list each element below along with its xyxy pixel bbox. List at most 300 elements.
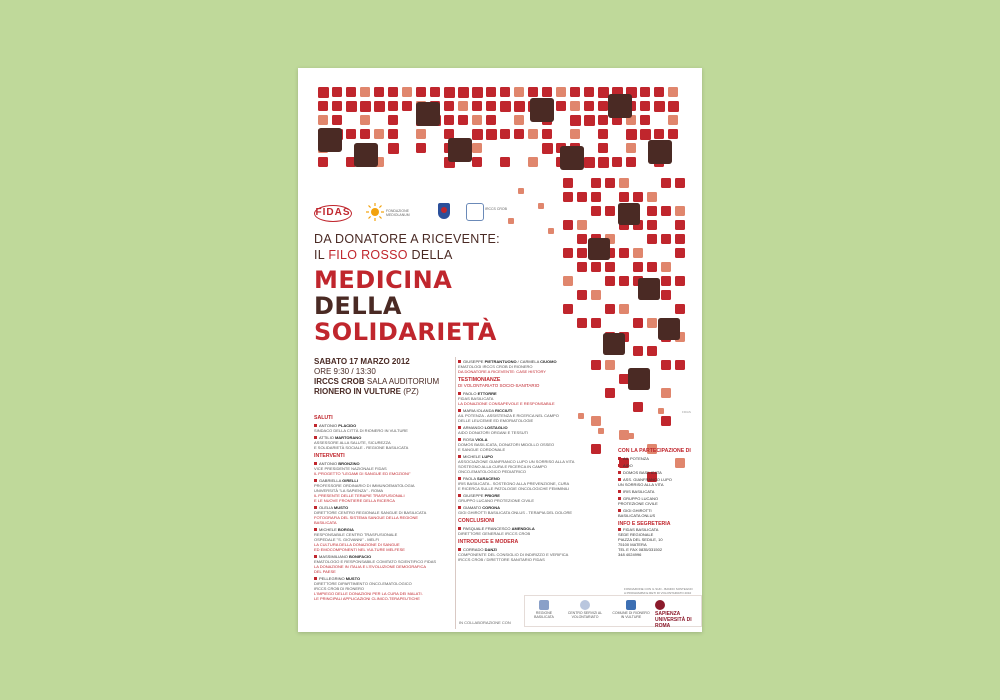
mosaic-tile [542, 143, 553, 154]
speaker-first-name: GIUSEPPE [463, 492, 485, 498]
mosaic-tile [591, 290, 601, 300]
comune-icon [626, 600, 636, 610]
mosaic-tile [514, 129, 524, 139]
speaker-last-name: RICCIUTI [495, 407, 513, 413]
speaker-role: PROFESSORE ORDINARIO DI IMMUNOEMATOLOGIA [314, 483, 415, 488]
mosaic-tile [619, 304, 629, 314]
mosaic-tile [430, 87, 440, 97]
title-block [314, 231, 574, 345]
speaker-last-name: MUSTO [345, 576, 361, 581]
speaker-role: GRUPPO LUCANO PROTEZIONE CIVILE [458, 497, 535, 503]
mosaic-tile [591, 192, 601, 202]
mosaic-tile [640, 115, 650, 125]
mosaic-tile-dark [638, 278, 660, 300]
title-della: DELLA [314, 292, 402, 320]
title-solidarieta: SOLIDARIETÀ [314, 318, 497, 346]
speaker-role: IRCCS CROB / DIRETTORE SANITARIO FIDAS [458, 556, 545, 562]
mosaic-tile [640, 101, 650, 111]
mosaic-tile [626, 129, 637, 140]
mosaic-tile-small [518, 188, 524, 194]
speaker-entry [314, 576, 454, 601]
segreteria-line [618, 552, 696, 557]
mosaic-tile [661, 388, 671, 398]
mosaic-tile [619, 178, 629, 188]
bullet-icon [458, 455, 461, 458]
speaker-role: AIDO DONATORI ORGANI E TESSUTI [458, 429, 529, 435]
speaker-role: EMATOLOGI IRCCS CROB DI RIONERO [458, 364, 533, 369]
speaker-role: DIRETTORE CENTRO REGIONALE SANGUE DI BASILICATA [314, 510, 427, 515]
bullet-icon [618, 509, 621, 512]
mosaic-tile [675, 206, 685, 216]
mosaic-tile [584, 101, 594, 111]
mosaic-tile [577, 262, 587, 272]
speaker-last-name: MARTORANO [334, 435, 362, 440]
mosaic-tile [654, 129, 664, 139]
mosaic-tile [598, 101, 608, 111]
speaker-last-name: MUSTO [333, 505, 349, 510]
mosaic-tile [640, 129, 651, 140]
mosaic-tile [563, 192, 573, 202]
mosaic-tile [661, 290, 671, 300]
speaker-first-name: GABRIELLA [319, 478, 343, 483]
bullet-icon [458, 409, 461, 412]
mosaic-tile [360, 115, 370, 125]
mosaic-tile [374, 101, 385, 112]
speaker-first-name: ATTILIO [319, 435, 335, 440]
speaker-first-name: MASSIMILIANO [319, 554, 350, 559]
participant-text: BASILICATA ONLUS [618, 513, 656, 518]
segreteria-text: TEL E FAX 0835/331502 [618, 547, 663, 552]
bullet-icon [314, 577, 317, 580]
mosaic-tile [619, 248, 629, 258]
mosaic-tile [374, 129, 384, 139]
crob-logo-text: IRCCS CROB [485, 207, 507, 211]
mosaic-tile [584, 157, 595, 168]
speaker-last-name: LOSTAGLIO [484, 424, 508, 430]
bullet-icon [618, 478, 621, 481]
speaker-last-name: AMENDOLA [511, 525, 535, 531]
bullet-icon [314, 506, 317, 509]
mosaic-tile [402, 87, 412, 97]
poster [298, 68, 702, 632]
mosaic-tile [514, 87, 524, 97]
mosaic-tile [318, 157, 328, 167]
mosaic-tile-small [508, 218, 514, 224]
speaker-role: OSPEDALE "S. GIOVANNI" - MELFI [314, 537, 380, 542]
talk-title: LE PRINCIPALI APPLICAZIONI CLINICO-TERAPEUTICHE [314, 596, 420, 601]
mosaic-tile-dark [530, 98, 554, 122]
mosaic-tile [612, 157, 622, 167]
mosaic-tile [563, 178, 573, 188]
fidas-logo: FIDAS [314, 205, 352, 222]
speaker-role: DIRETTORE GENERALE IRCCS CROB [458, 530, 531, 536]
mosaic-tile [472, 87, 483, 98]
mosaic-tile [598, 129, 608, 139]
mosaic-tile [416, 87, 426, 97]
mosaic-tile [388, 129, 398, 139]
mosaic-tile [318, 115, 328, 125]
speaker-role: RESPONSABILE CENTRO TRASFUSIONALE [314, 532, 398, 537]
partner-logo-sapienza [655, 600, 699, 629]
mosaic-tile [661, 178, 671, 188]
title-medicina: MEDICINA [314, 266, 453, 294]
mosaic-tile [577, 220, 587, 230]
speaker-separator: / CARMELA [516, 359, 541, 364]
mosaic-tile [654, 87, 664, 97]
sapienza-seal-icon [655, 600, 665, 610]
footer-note-line: A PROGRAMMI E RETI DI VOLONTARIATO 2010 [624, 590, 692, 595]
speaker-last-name: PRIORE [484, 492, 500, 498]
speaker-last-name: PIETRANTUONO [484, 359, 517, 364]
mosaic-tile [444, 129, 454, 139]
mosaic-tile-dark [448, 138, 472, 162]
speaker-role: E SANGUE CORDONALE [458, 446, 506, 452]
speaker-first-name: PASQUALE FRANCESCO [463, 525, 512, 531]
speaker-first-name: ANTONIO [319, 461, 339, 466]
speaker-entry [458, 476, 608, 491]
sun-icon [366, 203, 384, 221]
conclusioni-heading: CONCLUSIONI [458, 517, 495, 524]
mosaic-tile [577, 318, 587, 328]
speaker-first-name: MICHELE [319, 527, 338, 532]
mosaic-tile [661, 276, 671, 286]
participant-line [618, 456, 696, 461]
mosaic-tile [668, 115, 678, 125]
speaker-first-name: PELLEGRINO [319, 576, 346, 581]
mosaic-tile [360, 101, 371, 112]
speaker-entry [458, 505, 608, 515]
mosaic-tile [598, 115, 608, 125]
segreteria-heading: INFO E SEGRETERIA [618, 521, 671, 527]
speaker-first-name: PAOLA [463, 475, 477, 481]
mosaic-tile [486, 87, 496, 97]
speaker-entry [314, 478, 454, 503]
talk-title: ED EMOCOMPONENTI NEL VULTURE MELFESE [314, 547, 405, 552]
mosaic-tile [633, 402, 643, 412]
poster-signature: FIDAS [682, 410, 691, 414]
mosaic-tile [605, 262, 615, 272]
bullet-icon [458, 438, 461, 441]
mosaic-tile-dark [618, 203, 640, 225]
mosaic-tile [654, 101, 665, 112]
speaker-role: AIL POTENZA - ASSISTENZA E RICERCA NEL CAMPO [458, 412, 559, 418]
interventi-heading: INTERVENTI [314, 453, 345, 459]
mosaic-tile [675, 220, 685, 230]
mosaic-tile [668, 101, 679, 112]
talk-title: E LE NUOVE FRONTIERE DELLA RICERCA [314, 498, 395, 503]
speaker-first-name: GIUSEPPE [463, 359, 485, 364]
mosaic-tile [647, 234, 657, 244]
mosaic-tile [633, 192, 643, 202]
speaker-last-name: CORONA [482, 504, 500, 510]
bullet-icon [458, 477, 461, 480]
mosaic-tile [500, 157, 510, 167]
mosaic-tile [542, 129, 552, 139]
mosaic-tile [577, 248, 587, 258]
speaker-last-name: ETTORRE [477, 390, 497, 396]
partner-logos [524, 595, 702, 627]
segreteria-text: 348 4024996 [618, 552, 642, 557]
speaker-entry [458, 359, 608, 374]
speaker-role: DOMOS BASILICATA, DONATORI MIDOLLO OSSEO [458, 441, 555, 447]
mosaic-tile [605, 178, 615, 188]
mosaic-tile [647, 220, 657, 230]
bullet-icon [618, 457, 621, 460]
speaker-first-name: ANTONIO [319, 423, 339, 428]
mosaic-tile [346, 129, 356, 139]
column-divider [455, 357, 456, 629]
mosaic-tile [416, 129, 426, 139]
mosaic-tile [675, 178, 685, 188]
participant-entry [618, 463, 696, 468]
mosaic-tile-dark [560, 146, 584, 170]
speaker-role: FIDAS BASILICATA [458, 395, 494, 401]
mosaic-tile [591, 178, 601, 188]
mosaic-tile [661, 360, 671, 370]
footer-note-line: FONDAZIONE CON IL SUD - BANDO SOSTEGNO [624, 587, 693, 591]
participant-text: GRUPPO LUCANO [623, 496, 659, 501]
mosaic-tile [570, 115, 581, 126]
mosaic-tile-dark [603, 333, 625, 355]
bullet-icon [314, 528, 317, 531]
mosaic-tile-dark [416, 102, 440, 126]
mosaic-tile [626, 157, 636, 167]
speaker-role: E SOLIDARIETÀ SOCIALE - REGIONE BASILICATA [314, 445, 409, 450]
participant-text: AIL POTENZA [623, 456, 649, 461]
speaker-role: DIRETTORE DIPARTIMENTO ONCO-EMATOLOGICO [314, 581, 412, 586]
speaker-first-name: CORRADO [463, 546, 485, 552]
partner-name-comune: COMUNE DI RIONERO IN VULTURE [612, 611, 650, 619]
speaker-last-name: GIRELLI [342, 478, 358, 483]
mosaic-tile [675, 234, 685, 244]
partner-logo-comune [611, 600, 651, 620]
mosaic-tile [577, 192, 587, 202]
mosaic-tile [605, 304, 615, 314]
bullet-icon [314, 479, 317, 482]
mosaic-tile [633, 262, 643, 272]
subtitle-pre: IL [314, 248, 329, 262]
speaker-entry [458, 408, 608, 423]
bullet-icon [458, 527, 461, 530]
partner-logo-csv [563, 600, 607, 620]
talk-title: L'IMPIEGO DELLE DONAZIONI PER LA CURA DEI MALATI. [314, 591, 423, 596]
bullet-icon [618, 471, 621, 474]
mosaic-tile [388, 143, 399, 154]
program-column-right [618, 445, 696, 557]
speaker-role: ASSOCIAZIONE GIANFRANCO LUPO UN SORRISO ALLA VITA [458, 458, 575, 464]
participant-entry [618, 508, 696, 518]
logo-strip [314, 201, 507, 223]
mosaic-tile [577, 234, 587, 244]
mosaic-tile [647, 346, 657, 356]
mosaic-tile [563, 220, 573, 230]
bullet-icon [314, 436, 317, 439]
subtitle-red: FILO ROSSO [328, 248, 408, 262]
participant-text: ASS. GIANFRANCO LUPO [623, 477, 672, 482]
mosaic-tile-dark [608, 94, 632, 118]
speaker-role: VICE PRESIDENTE NAZIONALE FIDAS [314, 466, 387, 471]
partecipazione-heading: CON LA PARTECIPAZIONE DI [618, 448, 691, 454]
talk-title: LA CULTURA DELLA DONAZIONE DI SANGUE [314, 542, 400, 547]
mosaic-tile [500, 87, 510, 97]
segreteria-text: SEDE REGIONALE [618, 532, 654, 537]
speaker-entry [314, 505, 454, 525]
mosaic-tile [528, 157, 538, 167]
mosaic-tile [647, 206, 657, 216]
segreteria-text: PIAZZA DEL SEDILE, 10 [618, 537, 663, 542]
participant-line [618, 501, 696, 506]
speaker-last-name: LUPO [481, 453, 494, 459]
collab-label: IN COLLABORAZIONE CON [459, 620, 511, 625]
bullet-icon [458, 494, 461, 497]
mosaic-tile [402, 101, 412, 111]
bullet-icon [618, 464, 621, 467]
bullet-icon [314, 555, 317, 558]
mosaic-tile [647, 262, 657, 272]
mosaic-tile [486, 101, 496, 111]
mosaic-tile [591, 262, 601, 272]
mosaic-tile [675, 304, 685, 314]
speaker-last-name: VIOLA [475, 436, 488, 442]
mosaic-tile [556, 101, 566, 111]
bullet-icon [618, 490, 621, 493]
talk-title: LA DONAZIONE CONSAPEVOLE E RESPONSABILE [458, 400, 555, 406]
mosaic-tile [675, 276, 685, 286]
speaker-role: ASSESSORE ALLA SALUTE, SICUREZZA [314, 440, 391, 445]
regione-icon [539, 600, 549, 610]
mosaic-tile [444, 101, 454, 111]
fondazione-logo-text: FONDAZIONE MEDIOLANUM [386, 209, 410, 217]
mosaic-tile [388, 115, 398, 125]
talk-title: DA DONATORE A RICEVENTE: CASE HISTORY [458, 369, 546, 374]
segreteria-text: FIDAS BASILICATA [623, 527, 659, 532]
mosaic-tile [584, 115, 595, 126]
event-city-bold: RIONERO IN VULTURE [314, 387, 401, 396]
bullet-icon [314, 424, 317, 427]
talk-title: LA DONAZIONE IN ITALIA E L'EVOLUZIONE DEMOGRAFICA [314, 564, 427, 569]
mosaic-tile [619, 430, 629, 440]
mosaic-tile [570, 87, 580, 97]
event-venue-rest: SALA AUDITORIUM [364, 377, 440, 386]
testimonianze-subheading: DI VOLONTARIATO SOCIO-SANITARIO [458, 383, 540, 388]
mosaic-tile [472, 157, 482, 167]
bullet-icon [458, 426, 461, 429]
participant-entry [618, 456, 696, 461]
introduce-heading: INTRODUCE E MODERA [458, 538, 519, 545]
bullet-icon [618, 497, 621, 500]
talk-title: IL PRESENTE DELLE TERAPIE TRASFUSIONALI [314, 493, 405, 498]
mosaic-tile [472, 143, 482, 153]
subtitle-line-1: DA DONATORE A RICEVENTE: [314, 232, 500, 246]
speaker-role: E RICERCA SULLE PATOLOGIE ONCOLOGICHE FEMMINILI [458, 485, 570, 491]
partner-name-sapienza: SAPIENZA UNIVERSITÀ DI ROMA [655, 611, 692, 629]
participant-text: DOMOS BASILICATA [623, 470, 662, 475]
speaker-role: SOSTEGNO ALLA CURA E RICERCA IN CAMPO [458, 463, 547, 469]
mosaic-tile [647, 192, 657, 202]
mosaic-tile [444, 115, 454, 125]
speaker-entry [458, 425, 608, 435]
mosaic-tile-dark [648, 140, 672, 164]
mosaic-tile [332, 87, 342, 97]
speaker-role: SINDACO DELLA CITTÀ DI RIONERO IN VULTURE [314, 428, 408, 433]
mosaic-tile [374, 87, 384, 97]
participant-line [618, 470, 696, 475]
mosaic-tile [633, 248, 643, 258]
mosaic-tile [633, 346, 643, 356]
mosaic-tile [416, 143, 426, 153]
speaker-role: UNIVERSITÀ "LA SAPIENZA" - ROMA [314, 488, 384, 493]
speaker-role: DELLE LEUCEMIE ED EMORIATOLOGIE [458, 417, 534, 423]
mosaic-tile [605, 276, 615, 286]
mosaic-tile [661, 262, 671, 272]
bullet-icon [458, 506, 461, 509]
participant-line [618, 463, 696, 468]
speaker-last-name: SARACENO [476, 475, 500, 481]
mosaic-tile [556, 87, 566, 97]
speaker-last-name: BONIFACIO [349, 554, 372, 559]
speaker-last-name: PLACIDO [338, 423, 357, 428]
mosaic-tile [514, 115, 524, 125]
crob-logo-icon [466, 203, 484, 221]
mosaic-tile [584, 87, 594, 97]
mosaic-tile [360, 87, 370, 97]
participant-text: AIDO [623, 463, 633, 468]
mosaic-tile-dark [588, 238, 610, 260]
speaker-entry [458, 454, 608, 474]
mosaic-tile [647, 318, 657, 328]
speaker-first-name: GIAMATO [463, 504, 483, 510]
mosaic-tile [528, 87, 538, 97]
speaker-first-name: OLELIA [319, 505, 334, 510]
mosaic-tile-dark [628, 368, 650, 390]
segreteria-text: 75100 MATERA [618, 542, 647, 547]
participant-text: UN SORRISO ALLA VITA [618, 482, 664, 487]
speaker-last-name: BORGIA [337, 527, 354, 532]
mosaic-tile [458, 87, 469, 98]
mosaic-tile-dark [318, 128, 342, 152]
mosaic-tile [486, 129, 497, 140]
speaker-entry [458, 493, 608, 503]
speaker-role: COMPONENTE DEL CONSIGLIO DI INDIRIZZO E VERIFICA [458, 551, 569, 557]
mosaic-tile [360, 129, 370, 139]
speaker-first-name: ARMANDO [463, 424, 485, 430]
event-venue [314, 377, 454, 387]
mosaic-tile [619, 374, 629, 384]
mosaic-tile-dark [354, 143, 378, 167]
mosaic-tile [542, 87, 552, 97]
speaker-first-name: PAOLO [463, 390, 478, 396]
mosaic-tile [472, 115, 482, 125]
participant-entry [618, 496, 696, 506]
event-info [314, 357, 454, 397]
program-column-middle [458, 357, 608, 562]
mosaic-tile [346, 101, 357, 112]
saluti-heading: SALUTI [314, 415, 333, 421]
mosaic-tile [619, 276, 629, 286]
speaker-first-name: MARIA IOLANDA [463, 407, 496, 413]
speaker-entry [314, 554, 454, 574]
speaker-entry [458, 391, 608, 406]
speaker-last-name: DANZI [484, 546, 497, 552]
talk-title: DEL PAESE [314, 569, 336, 574]
mosaic-tile [388, 101, 398, 111]
speaker-role: GIGI GHIROTTI BASILICATA ONLUS - TERAPIA DEL DOLORE [458, 509, 573, 515]
subtitle-line-2 [314, 247, 574, 263]
bullet-icon [458, 360, 461, 363]
mosaic-tile [472, 101, 482, 111]
mosaic-tile [619, 192, 629, 202]
speaker-first-name: MICHELE [463, 453, 482, 459]
